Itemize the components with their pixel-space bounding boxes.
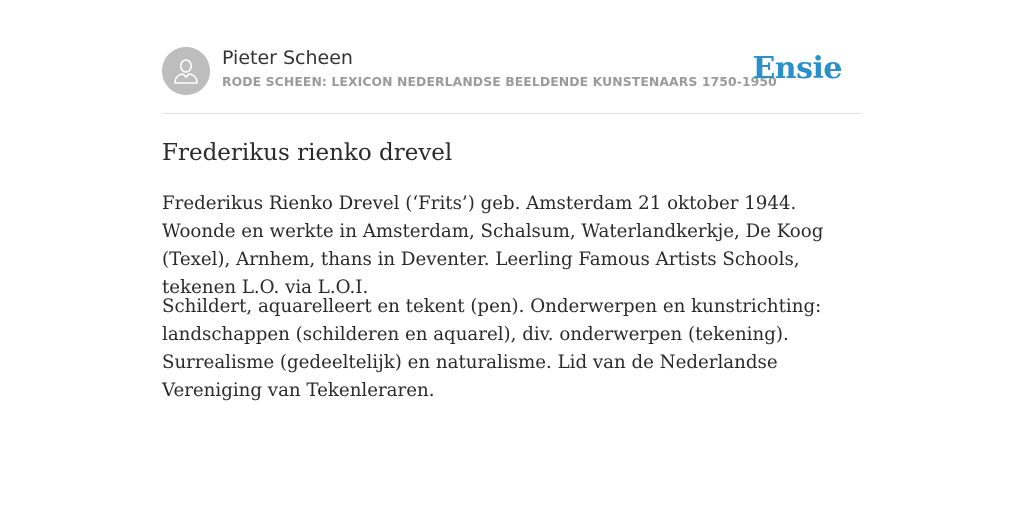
- source-label[interactable]: RODE SCHEEN: LEXICON NEDERLANDSE BEELDENDE KUNSTENAARS 1750-1950: [222, 74, 777, 89]
- article-paragraph: Frederikus Rienko Drevel (‘Frits’) geb. Amsterdam 21 oktober 1944. Woonde en werkte in Amsterdam, Schalsum, Waterlandkerkje, De Koog (Texel), Arnhem, thans in Deventer. Leerling Famous Artists Schools, tekenen L.O. via L.O.I.: [162, 193, 824, 298]
- author-header: [162, 46, 862, 96]
- header-divider: [162, 113, 862, 114]
- article-title: Frederikus rienko drevel: [162, 140, 453, 166]
- article-paragraph: Schildert, aquarelleert en tekent (pen). Onderwerpen en kunstrichting: landschappen (schilderen en aquarel), div. onderwerpen (tekening). Surrealisme (gedeeltelijk) en naturalisme. Lid van de Nederlandse Vereniging van Tekenleraren.: [162, 296, 822, 401]
- user-avatar-icon[interactable]: [162, 47, 210, 95]
- author-name[interactable]: Pieter Scheen: [222, 47, 353, 69]
- ensie-logo[interactable]: Ensie: [752, 51, 842, 86]
